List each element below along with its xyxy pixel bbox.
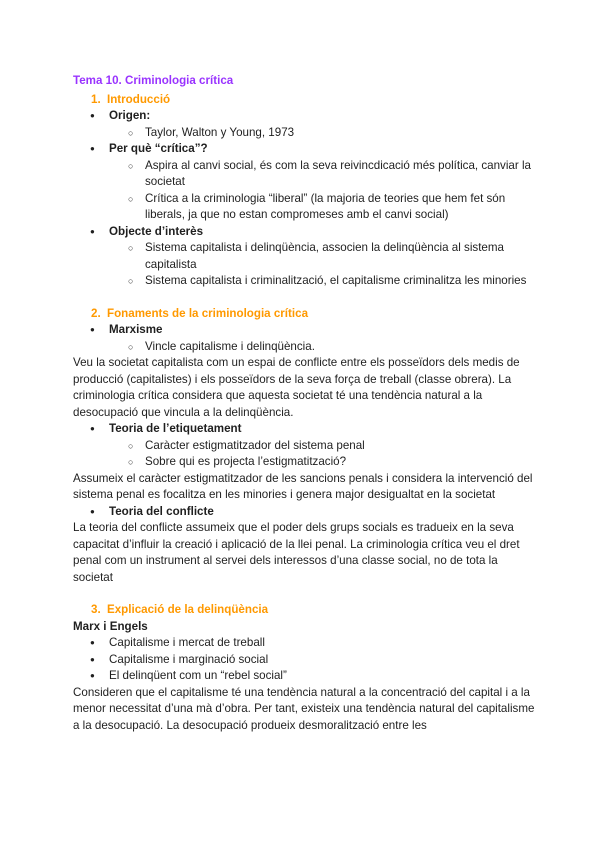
section-3-heading <box>73 602 535 619</box>
section-number: 2. <box>91 306 101 320</box>
bullet-conflicte: ● Teoria del conflicte <box>73 504 535 521</box>
sub-bullet: ○ Aspira al canvi social, és com la seva reivincdicació més política, canviar la societat <box>73 158 535 191</box>
sub-bullet: ○ Crítica a la criminologia “liberal” (la majoria de teories que hem fet són liberals, ja que no estan compromeses amb el canvi social) <box>73 191 535 224</box>
paragraph: Assumeix el caràcter estigmatitzador de les sancions penals i considera la intervenció del sistema penal es focalitza en les minories i genera major desigualtat en la societat <box>73 471 533 501</box>
section-title: Explicació de la delinqüència <box>107 603 269 616</box>
section-number: 3. <box>91 603 101 616</box>
document-content <box>73 73 535 734</box>
bullet-item: ● Capitalisme i marginació social <box>73 652 535 669</box>
section-title: Introducció <box>107 92 171 106</box>
bullet-per-que: ● Per què “crítica”? <box>73 141 535 158</box>
document-title: Tema 10. Criminologia crítica <box>73 74 234 87</box>
bullet-item: ● Capitalisme i mercat de treball <box>73 635 535 652</box>
sub-bullet: ○ Sistema capitalista i criminalització, el capitalisme criminalitza les minories <box>73 273 535 290</box>
sub-bullet: ○ Caràcter estigmatitzador del sistema penal <box>73 438 535 455</box>
sub-bullet: ○ Sobre qui es projecta l’estigmatització? <box>73 454 535 471</box>
subheading-marx-engels: Marx i Engels <box>73 619 148 633</box>
sub-bullet: ○ Vincle capitalisme i delinqüència. <box>73 339 535 356</box>
bullet-origen: ● Origen: <box>73 108 535 125</box>
section-title: Fonaments de la criminologia crítica <box>107 306 309 320</box>
spacer <box>73 586 535 602</box>
bullet-etiquetament: ● Teoria de l’etiquetament <box>73 421 535 438</box>
sub-bullet: ○ Sistema capitalista i delinqüència, associen la delinqüència al sistema capitalista <box>73 240 535 273</box>
section-1-heading <box>73 92 535 109</box>
sub-bullet: ○ Taylor, Walton y Young, 1973 <box>73 125 535 142</box>
paragraph: Consideren que el capitalisme té una tendència natural a la concentració del capital i a la menor necessitat d’una mà d’obra. Per tant, existeix una tendència natural del capitalisme a la desocupació. La desocupació produeix desmoralització entre les <box>73 685 535 732</box>
spacer <box>73 290 535 306</box>
section-number: 1. <box>91 92 101 106</box>
paragraph: La teoria del conflicte assumeix que el poder dels grups socials es tradueix en la seva capacitat d’influir la creació i aplicació de la llei penal. La criminologia crítica veu el dret penal com un instrument al servei dels interessos d’una classe social, no de tota la societat <box>73 521 520 584</box>
paragraph: Veu la societat capitalista com un espai de conflicte entre els posseïdors dels medis de producció (capitalistes) i els posseïdors de la seva força de treball (classe obrera). La criminologia crítica considera que aquesta societat té una tendència natural a la desocupació que vincula a la delinqüència. <box>73 356 520 419</box>
bullet-item: ● El delinqüent com un “rebel social” <box>73 668 535 685</box>
bullet-objecte: ● Objecte d’interès <box>73 224 535 241</box>
bullet-marxisme: ● Marxisme <box>73 322 535 339</box>
section-2-heading <box>73 306 535 323</box>
